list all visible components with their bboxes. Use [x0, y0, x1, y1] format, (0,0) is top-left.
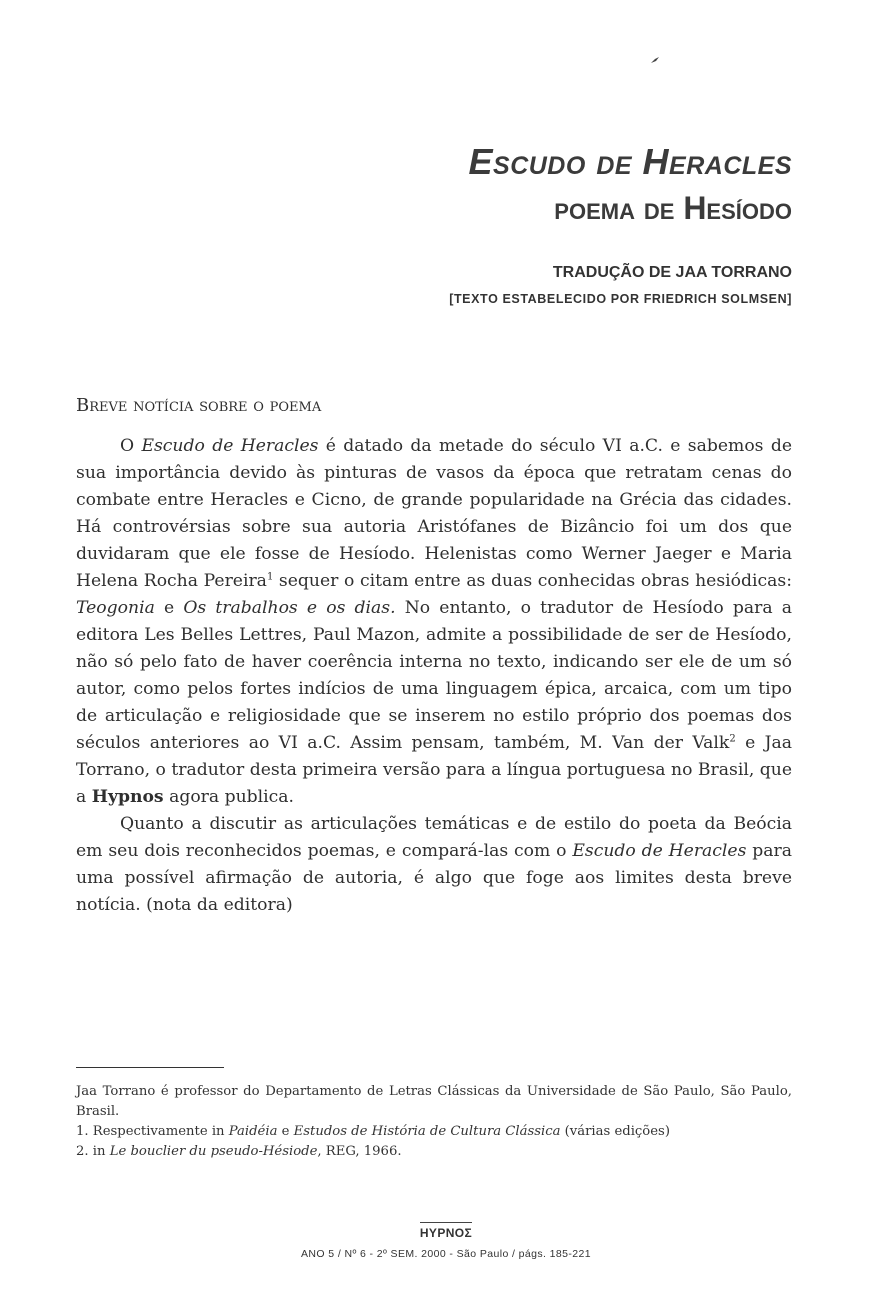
footnote-1: [76, 1122, 792, 1142]
text-run: No entanto, o tradutor de Hesíodo para a editora Les Belles Lettres, Paul Mazon, admite a possibilidade de ser de Hesíodo, não só pelo fato de haver coerência interna no texto, indicando ser ele de um só autor, como pelos fortes indícios de uma linguagem épica, arcaica, com um tipo de articulação e religiosidade que se inserem no estilo próprio dos poemas dos séculos anteriores ao VI a.C. Assim pensam, também, M. Van der Valk: [76, 598, 792, 753]
italic-title: Escudo de Heracles: [572, 841, 747, 861]
title-block: [469, 140, 792, 228]
text-run: para uma possível afirmação de autoria, é algo que foge aos limites desta breve notícia. (nota da editora): [76, 841, 792, 915]
poem-title: Escudo de Heracles: [468, 141, 792, 182]
article-body: [76, 392, 792, 919]
magazine-name: HYPNOΣ: [420, 1222, 472, 1240]
italic-title: Teogonia: [76, 598, 155, 618]
section-heading: Breve notícia sobre o poema: [76, 395, 322, 416]
text-run: e: [154, 598, 184, 618]
established-credit: [TEXTO ESTABELECIDO POR FRIEDRICH SOLMSEN]: [449, 292, 792, 306]
italic-title: Paidéia: [228, 1124, 278, 1139]
translator-credit: TRADUÇÃO DE JAA TORRANO: [552, 264, 792, 281]
footnote-divider: [76, 1067, 224, 1068]
text-run: e Jaa Torrano, o tradutor desta primeira versão para a língua portuguesa no Brasil, que a: [76, 733, 793, 807]
footnote-ref-1: 1: [266, 571, 274, 583]
text-run: 1. Respectivamente in: [76, 1124, 229, 1139]
italic-title: Estudos de História de Cultura Clássica: [293, 1124, 561, 1139]
paragraph-1: [76, 433, 792, 811]
text-run: 2. in: [76, 1144, 110, 1159]
footnote-ref-2: 2: [729, 733, 736, 745]
text-run: e: [277, 1124, 294, 1139]
footnote-2: [76, 1142, 792, 1162]
text-run: sequer o citam entre as duas conhecidas obras hesiódicas:: [273, 571, 792, 591]
text-run: (várias edições): [560, 1124, 670, 1139]
credits-block: [449, 262, 792, 308]
italic-title: Os trabalhos e os dias.: [183, 598, 396, 618]
ink-mark: [650, 56, 660, 64]
author-note: Jaa Torrano é professor do Departamento de Letras Clássicas da Universidade de São Paulo, São Paulo, Brasil.: [76, 1084, 792, 1119]
italic-title: Le bouclier du pseudo-Hésiode: [109, 1144, 318, 1159]
text-run: agora publica.: [163, 787, 295, 807]
footnotes: [76, 1082, 792, 1162]
text-run: é datado da metade do século VI a.C. e sabemos de sua importância devido às pinturas de vasos da época que retratam cenas do combate entre Heracles e Cicno, de grande popularidade na Grécia das cidades. Há controvérsias sobre sua autoria Aristófanes de Bizâncio foi um dos que duvidaram que ele fosse de Hesíodo. Helenistas como Werner Jaeger e Maria Helena Rocha Pereira: [76, 436, 792, 591]
issue-info: ANO 5 / Nº 6 - 2º SEM. 2000 - São Paulo / págs. 185-221: [301, 1248, 591, 1260]
page-footer: [0, 1222, 892, 1260]
text-run: , REG, 1966.: [317, 1144, 402, 1159]
poem-subtitle: poema de Hesíodo: [554, 190, 792, 226]
text-run: O: [120, 436, 142, 456]
italic-title: Escudo de Heracles: [141, 436, 319, 456]
bold-name: Hypnos: [91, 787, 164, 807]
paragraph-2: [76, 811, 792, 919]
text-run: Quanto a discutir as articulações temáticas e de estilo do poeta da Beócia em seu dois reconhecidos poemas, e compará-las com o: [76, 814, 792, 861]
